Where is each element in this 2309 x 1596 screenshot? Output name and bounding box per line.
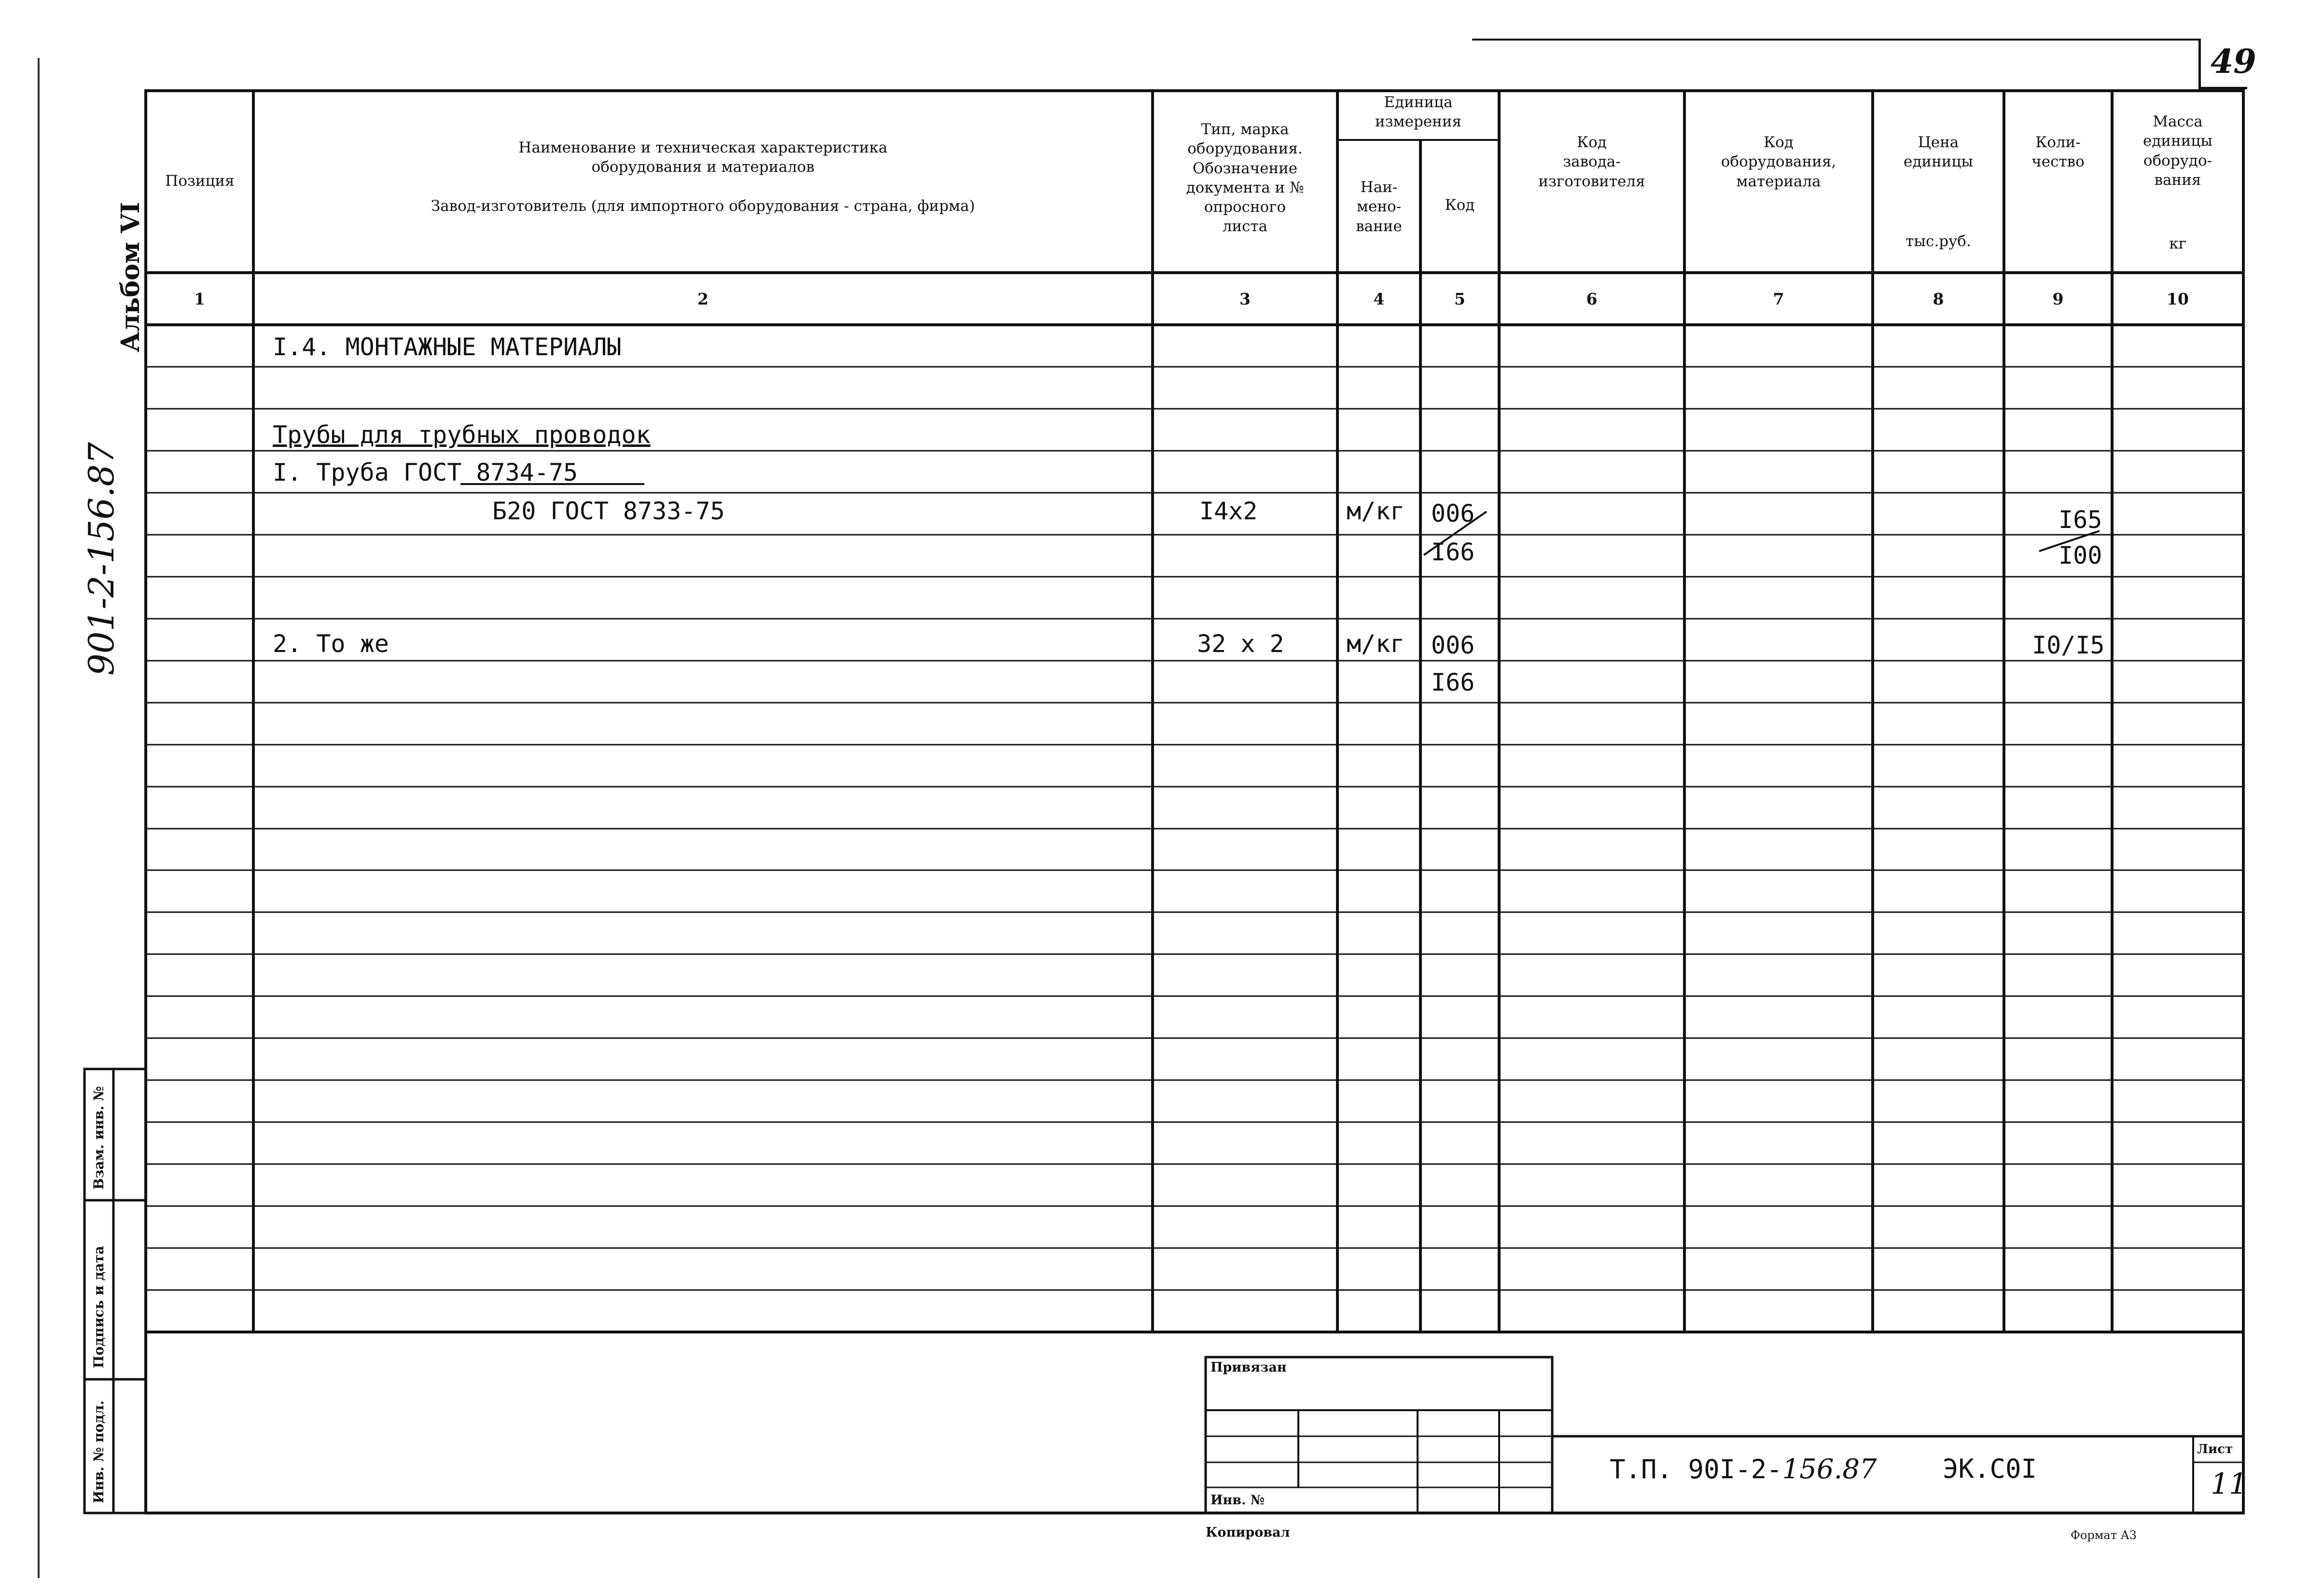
col-num-4: 4 (1373, 290, 1385, 308)
item1-unit: м/кг (1347, 497, 1405, 525)
item1-qty-b: I00 (2059, 541, 2102, 569)
header-type-line1: Тип, марка (1201, 121, 1289, 138)
col-num-8: 8 (1933, 290, 1944, 308)
side-inv-original: Инв. № подл. (91, 1400, 107, 1503)
header-eq-line1: Код (1764, 134, 1794, 151)
header-type-line5: опросного (1204, 198, 1286, 216)
section-title: I.4. МОНТАЖНЫЕ МАТЕРИАЛЫ (273, 333, 622, 361)
header-type (1153, 120, 1337, 236)
header-type-line6: листа (1222, 218, 1268, 236)
header-mfr-line1: Код (1577, 134, 1607, 151)
item1-spec: Б20 ГОСТ 8733-75 (492, 497, 725, 525)
side-signature-date: Подпись и дата (91, 1246, 107, 1368)
header-unit (1337, 93, 1499, 132)
header-eq-line3: материала (1736, 172, 1821, 190)
header-unit-line2: измерения (1375, 113, 1462, 131)
stamp-bound: Привязан (1210, 1360, 1287, 1375)
stamp-mark: ЭК.С0I (1943, 1454, 2037, 1484)
col-num-1: 1 (194, 290, 205, 308)
item1-code-b: I66 (1431, 538, 1475, 566)
page-number: 49 (2211, 42, 2256, 81)
item1-qty-a: I65 (2059, 506, 2102, 534)
header-mfr-code (1499, 133, 1684, 191)
stamp-sheet-number: 11 (2211, 1467, 2248, 1501)
header-mass-line3: оборудо- (2143, 152, 2212, 169)
header-mfr-line2: завода- (1563, 153, 1621, 171)
item2-name: 2. То же (273, 630, 389, 658)
stamp-sheet-label: Лист (2197, 1442, 2233, 1457)
col-num-7: 7 (1773, 290, 1784, 308)
stamp-doc-code (1610, 1454, 1877, 1485)
header-mass-line2: единицы (2142, 132, 2213, 150)
header-mass-line1: Масса (2153, 113, 2203, 130)
header-qty-line2: чество (2031, 153, 2085, 171)
header-unit-name (1337, 178, 1420, 236)
col-num-2: 2 (697, 290, 709, 308)
header-unit-code: Код (1445, 196, 1475, 214)
header-type-line3: Обозначение (1192, 159, 1298, 177)
stamp-copied: Копировал (1206, 1525, 1290, 1540)
col-num-10: 10 (2167, 290, 2189, 308)
stamp-doc-code-typed: Т.П. 90I-2- (1610, 1454, 1782, 1485)
item2-type: 32 x 2 (1197, 630, 1284, 658)
col-num-5: 5 (1454, 290, 1465, 308)
item2-unit: м/кг (1347, 630, 1405, 658)
header-price (1873, 133, 2004, 172)
header-name-line2: оборудования и материалов (591, 158, 815, 176)
header-mass-unit: кг (2169, 235, 2186, 252)
header-qty-line1: Коли- (2035, 134, 2081, 151)
handwritten-doc-number: 901-2-156.87 (81, 442, 122, 676)
item1-code-a: 006 (1431, 500, 1475, 527)
header-type-line2: оборудования. (1187, 140, 1303, 158)
item1-type: I4x2 (1199, 497, 1258, 525)
header-price-line2: единицы (1903, 153, 1974, 171)
header-name-line1: Наименование и техническая характеристика (518, 139, 888, 156)
header-eq-line2: оборудования, (1721, 153, 1836, 171)
header-unit-line1: Единица (1384, 94, 1453, 111)
header-price-unit: тыс.руб. (1906, 233, 1971, 250)
stamp-doc-code-hand: 156.87 (1782, 1454, 1877, 1485)
item1-name: I. Труба ГОСТ 8734-75 (273, 458, 578, 486)
header-type-line4: документа и № (1186, 179, 1304, 196)
item2-code-a: 006 (1431, 631, 1475, 659)
header-eq-code (1684, 133, 1873, 191)
header-name-line3: Завод-изготовитель (для импортного оборудования - страна, фирма) (431, 197, 975, 215)
col-num-3: 3 (1239, 290, 1251, 308)
header-unit-name3: вание (1356, 217, 1402, 235)
subsection-title: Трубы для трубных проводок (273, 421, 651, 449)
header-unit-name2: мено- (1356, 198, 1402, 216)
header-mass-line4: вания (2154, 171, 2201, 189)
header-name (253, 138, 1153, 216)
stamp-inv-no: Инв. № (1210, 1493, 1265, 1508)
header-unit-name1: Наи- (1360, 179, 1398, 196)
header-position: Позиция (165, 172, 235, 190)
side-replaced-inv: Взам. инв. № (91, 1086, 107, 1190)
item2-code-b: I66 (1431, 668, 1475, 696)
col-num-6: 6 (1586, 290, 1598, 308)
header-qty (2004, 133, 2112, 172)
col-num-9: 9 (2052, 290, 2064, 308)
item2-qty: I0/I5 (2032, 631, 2105, 659)
header-mass (2112, 112, 2243, 190)
stamp-format: Формат А3 (2071, 1528, 2137, 1542)
header-mfr-line3: изготовителя (1538, 172, 1645, 190)
header-price-line1: Цена (1918, 134, 1959, 151)
album-label: Альбом VI (116, 202, 145, 352)
